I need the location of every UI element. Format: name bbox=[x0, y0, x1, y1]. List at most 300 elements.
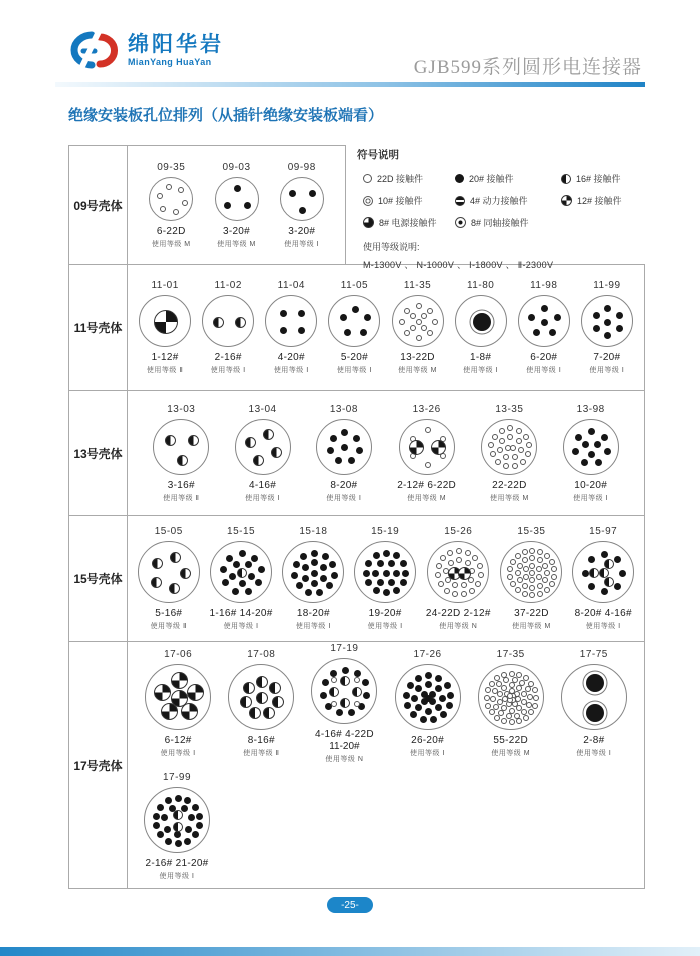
20-contact-symbol bbox=[439, 695, 446, 702]
20-contact-symbol bbox=[320, 575, 327, 582]
20-contact-symbol bbox=[601, 588, 608, 595]
connector-model: 17-99 bbox=[162, 772, 192, 783]
16-contact-symbol bbox=[235, 317, 246, 328]
16-contact-symbol bbox=[269, 682, 281, 694]
20-contact-symbol bbox=[604, 332, 611, 339]
20-contact-symbol bbox=[192, 804, 199, 811]
connector-spec: 10-20# bbox=[574, 479, 608, 491]
connector-diagram bbox=[328, 295, 380, 347]
16-contact-symbol bbox=[604, 577, 614, 587]
20-contact-symbol bbox=[192, 831, 199, 838]
22D-contact-symbol bbox=[488, 442, 494, 448]
16-contact-symbol bbox=[352, 687, 362, 697]
connector-model: 15-97 bbox=[589, 526, 618, 537]
22D-contact-symbol bbox=[537, 549, 543, 555]
20-contact-symbol bbox=[342, 667, 349, 674]
16-contact-symbol bbox=[177, 455, 188, 466]
connector-11-02 bbox=[202, 280, 254, 375]
legend-item-4 bbox=[455, 194, 561, 207]
16-contact-symbol bbox=[170, 552, 181, 563]
20-contact-symbol bbox=[425, 695, 432, 702]
legend-grade-title: 使用等级说明: bbox=[363, 242, 420, 252]
connector-grade: 使用等级 Ⅰ bbox=[526, 367, 562, 374]
legend-item-20 bbox=[455, 172, 561, 185]
connector-grade: 使用等级 Ⅰ bbox=[245, 494, 281, 502]
22D-contact-symbol bbox=[461, 582, 467, 588]
20-contact-symbol bbox=[541, 305, 548, 312]
22D-contact-symbol bbox=[515, 553, 521, 559]
20-contact-symbol bbox=[226, 555, 233, 562]
20-contact-symbol bbox=[280, 310, 287, 317]
20-contact-symbol bbox=[353, 435, 360, 442]
connector-diagram bbox=[518, 295, 570, 347]
connector-diagram bbox=[481, 419, 537, 475]
20-contact-symbol bbox=[435, 685, 442, 692]
20-contact-symbol bbox=[593, 312, 600, 319]
connector-grade: 使用等级 Ⅰ bbox=[463, 367, 499, 374]
connector-diagram bbox=[139, 295, 191, 347]
connector-spec: 8-20# bbox=[330, 479, 358, 491]
connector-grade: 使用等级 Ⅱ bbox=[150, 623, 187, 630]
legend-item-label: 22D 接触件 bbox=[377, 174, 424, 184]
connector-spec: 18-20# bbox=[296, 608, 330, 619]
connector-area bbox=[128, 265, 644, 390]
22D-contact-symbol bbox=[512, 463, 518, 469]
22D-contact-symbol bbox=[490, 696, 496, 702]
22D-contact-symbol bbox=[447, 550, 453, 556]
20-contact-symbol bbox=[614, 556, 621, 563]
20-contact-symbol bbox=[289, 190, 296, 197]
connector-model: 15-05 bbox=[154, 526, 183, 537]
22D-contact-symbol bbox=[432, 319, 438, 325]
connector-grade: 使用等级 Ⅱ bbox=[146, 367, 184, 374]
22D-contact-symbol bbox=[516, 685, 522, 691]
connector-diagram bbox=[561, 664, 627, 730]
shell-row-13 bbox=[68, 390, 645, 516]
connector-spec: 6-12# bbox=[164, 735, 192, 746]
20-contact-symbol bbox=[372, 570, 379, 577]
shell-label-09: 09号壳体 bbox=[69, 146, 128, 264]
20-contact-symbol bbox=[196, 813, 203, 820]
connector-diagram bbox=[392, 295, 444, 347]
22D-contact-symbol bbox=[497, 447, 503, 453]
connector-17-35 bbox=[478, 649, 544, 758]
footer-divider bbox=[0, 947, 700, 956]
20-contact-symbol bbox=[446, 702, 453, 709]
22D-contact-symbol bbox=[516, 438, 522, 444]
8c-legend-icon bbox=[455, 217, 466, 228]
20-contact-symbol bbox=[329, 561, 336, 568]
20-contact-symbol bbox=[239, 550, 246, 557]
connector-spec: 4-16# bbox=[249, 479, 277, 491]
connector-model: 11-02 bbox=[214, 280, 242, 291]
connector-diagram bbox=[316, 419, 372, 475]
connector-spec: 5-20# bbox=[340, 352, 368, 363]
16-contact-symbol bbox=[245, 437, 256, 448]
16-contact-symbol bbox=[340, 698, 350, 708]
22D-contact-symbol bbox=[533, 695, 539, 701]
20-contact-symbol bbox=[604, 319, 611, 326]
connector-diagram bbox=[282, 541, 344, 603]
16-contact-symbol bbox=[329, 687, 339, 697]
22D-contact-symbol bbox=[544, 587, 550, 593]
22D-contact-symbol bbox=[477, 563, 483, 569]
20-contact-symbol bbox=[330, 670, 337, 677]
connector-model: 09-35 bbox=[157, 161, 186, 173]
22D-contact-symbol bbox=[509, 719, 515, 725]
connector-spec: 1-12# bbox=[151, 352, 179, 363]
22D-contact-symbol bbox=[427, 308, 433, 314]
20-contact-symbol bbox=[157, 804, 164, 811]
connector-11-80 bbox=[455, 280, 507, 375]
connector-diagram bbox=[427, 541, 489, 603]
12-contact-symbol bbox=[187, 684, 204, 701]
22D-contact-symbol bbox=[512, 454, 518, 460]
20-contact-symbol bbox=[311, 550, 318, 557]
22D-contact-symbol bbox=[517, 563, 523, 569]
connector-model: 09-03 bbox=[222, 161, 251, 173]
connector-model: 15-26 bbox=[444, 526, 473, 537]
22D-contact-symbol bbox=[509, 708, 515, 714]
connector-diagram bbox=[478, 664, 544, 730]
connector-spec: 8-16# bbox=[247, 735, 275, 746]
20-contact-symbol bbox=[383, 589, 390, 596]
connector-spec: 37-22D bbox=[514, 608, 549, 619]
20-contact-symbol bbox=[581, 459, 588, 466]
connector-spec: 1-16# 14-20# bbox=[209, 608, 273, 619]
22D-contact-symbol bbox=[523, 566, 529, 572]
connector-model: 11-01 bbox=[151, 280, 179, 291]
20-contact-symbol bbox=[614, 583, 621, 590]
16-contact-symbol bbox=[213, 317, 224, 328]
22D-contact-symbol bbox=[525, 451, 531, 457]
20-contact-symbol bbox=[161, 814, 168, 821]
22D-contact-symbol bbox=[542, 563, 548, 569]
22D-contact-symbol bbox=[416, 319, 422, 325]
20-contact-symbol bbox=[402, 570, 409, 577]
22D-contact-symbol bbox=[549, 559, 555, 565]
20-contact-symbol bbox=[245, 588, 252, 595]
logo-english-name: MianYang HuaYan bbox=[128, 56, 212, 67]
22D-contact-symbol bbox=[506, 713, 512, 719]
connector-line-1 bbox=[128, 516, 644, 641]
22D-contact-symbol bbox=[499, 438, 505, 444]
22D-contact-symbol bbox=[544, 553, 550, 559]
20-contact-symbol bbox=[411, 695, 418, 702]
22D-contact-symbol bbox=[416, 303, 422, 309]
22D-contact-symbol bbox=[551, 566, 557, 572]
legend-grade-text: M-1300V 、 N-1000V 、 Ⅰ-1800V 、 Ⅱ-2300V bbox=[363, 260, 554, 270]
22D-contact-symbol bbox=[521, 691, 527, 697]
20-contact-symbol bbox=[336, 709, 343, 716]
22D-contact-symbol bbox=[518, 447, 524, 453]
20-contact-symbol bbox=[393, 570, 400, 577]
connector-15-19 bbox=[354, 526, 416, 631]
connector-grade: 使用等级 Ⅱ bbox=[163, 494, 200, 502]
connector-model: 15-19 bbox=[371, 526, 400, 537]
connector-diagram bbox=[215, 177, 259, 221]
22D-contact-symbol bbox=[529, 548, 535, 554]
20-contact-symbol bbox=[447, 692, 454, 699]
connector-grade: 使用等级 Ⅰ bbox=[576, 750, 612, 757]
16-contact-symbol bbox=[173, 822, 183, 832]
20-contact-symbol bbox=[327, 447, 334, 454]
connector-17-08 bbox=[228, 649, 294, 758]
connector-model: 11-04 bbox=[277, 280, 305, 291]
22D-contact-symbol bbox=[331, 677, 337, 683]
connector-diagram bbox=[563, 419, 619, 475]
4-legend-icon bbox=[455, 196, 465, 206]
22D-contact-symbol bbox=[478, 572, 484, 578]
22D-contact-symbol bbox=[456, 557, 462, 563]
20-contact-symbol bbox=[340, 314, 347, 321]
connector-model: 11-80 bbox=[466, 280, 495, 291]
connector-17-19 bbox=[311, 643, 377, 764]
22D-contact-symbol bbox=[526, 442, 532, 448]
connector-11-99 bbox=[581, 280, 633, 375]
20-contact-symbol bbox=[322, 679, 329, 686]
20-contact-symbol bbox=[305, 589, 312, 596]
12-legend-icon bbox=[561, 195, 572, 206]
connector-diagram bbox=[500, 541, 562, 603]
connector-model: 17-08 bbox=[247, 649, 276, 660]
20-contact-symbol bbox=[293, 561, 300, 568]
symbol-legend bbox=[357, 147, 645, 271]
20-contact-symbol bbox=[348, 709, 355, 716]
connector-grade: 使用等级 M bbox=[512, 623, 551, 630]
8ring-contact-symbol bbox=[586, 674, 604, 692]
legend-title: 符号说明 bbox=[357, 149, 399, 161]
connector-diagram bbox=[399, 419, 455, 475]
connector-model: 13-08 bbox=[329, 403, 358, 415]
legend-item-label: 8# 电源接触件 bbox=[379, 218, 437, 228]
22D-contact-symbol bbox=[523, 715, 529, 721]
connector-grade: 使用等级 M bbox=[407, 494, 447, 502]
22D-contact-symbol bbox=[529, 585, 535, 591]
22D-contact-symbol bbox=[461, 591, 467, 597]
22D-contact-symbol bbox=[515, 587, 521, 593]
connector-model: 13-04 bbox=[248, 403, 277, 415]
connector-diagram bbox=[455, 295, 507, 347]
connector-11-35 bbox=[392, 280, 444, 375]
20-contact-symbol bbox=[300, 553, 307, 560]
20-contact-symbol bbox=[365, 560, 372, 567]
20-contact-symbol bbox=[316, 589, 323, 596]
12-contact-symbol bbox=[154, 684, 171, 701]
22D-contact-symbol bbox=[452, 591, 458, 597]
12-contact-symbol bbox=[458, 567, 471, 580]
22D-contact-symbol bbox=[532, 703, 538, 709]
8p-legend-icon bbox=[363, 217, 374, 228]
connector-spec-2: 11-20# bbox=[329, 741, 360, 752]
22D-contact-symbol bbox=[440, 555, 446, 561]
shell-row-11 bbox=[68, 264, 645, 391]
20-contact-symbol bbox=[331, 572, 338, 579]
16-contact-symbol bbox=[188, 435, 199, 446]
20-contact-symbol bbox=[348, 457, 355, 464]
8ring-contact-symbol bbox=[473, 313, 491, 331]
20-contact-symbol bbox=[224, 202, 231, 209]
22D-legend-icon bbox=[363, 174, 372, 183]
connector-grade: 使用等级 Ⅰ bbox=[367, 623, 403, 630]
20-contact-symbol bbox=[533, 329, 540, 336]
connector-grade: 使用等级 Ⅰ bbox=[585, 623, 621, 630]
22D-contact-symbol bbox=[526, 702, 532, 708]
20-contact-symbol bbox=[239, 580, 246, 587]
22D-contact-symbol bbox=[507, 434, 513, 440]
22D-contact-symbol bbox=[516, 672, 522, 678]
22D-contact-symbol bbox=[492, 434, 498, 440]
20-contact-symbol bbox=[320, 564, 327, 571]
22D-contact-symbol bbox=[514, 713, 520, 719]
22D-contact-symbol bbox=[438, 581, 444, 587]
20-contact-symbol bbox=[601, 551, 608, 558]
20-contact-symbol bbox=[229, 573, 236, 580]
connector-grade: 使用等级 Ⅰ bbox=[160, 750, 196, 757]
20-contact-symbol bbox=[330, 435, 337, 442]
20-contact-symbol bbox=[184, 838, 191, 845]
connector-grade: 使用等级 Ⅰ bbox=[410, 750, 446, 757]
connector-diagram bbox=[280, 177, 324, 221]
22D-contact-symbol bbox=[510, 559, 516, 565]
connector-spec: 3-20# bbox=[222, 225, 251, 237]
20-contact-symbol bbox=[373, 552, 380, 559]
22D-contact-symbol bbox=[331, 701, 337, 707]
connector-spec: 2-8# bbox=[583, 735, 605, 746]
22D-contact-symbol bbox=[160, 206, 166, 212]
connector-grade: 使用等级 Ⅰ bbox=[336, 367, 372, 374]
22D-contact-symbol bbox=[421, 313, 427, 319]
20-contact-symbol bbox=[165, 838, 172, 845]
connector-09-03 bbox=[215, 162, 259, 249]
12-contact-symbol bbox=[171, 672, 188, 689]
20-contact-symbol bbox=[604, 305, 611, 312]
20-contact-symbol bbox=[601, 434, 608, 441]
20-contact-symbol bbox=[616, 312, 623, 319]
connector-line-1 bbox=[128, 391, 644, 515]
22D-contact-symbol bbox=[507, 574, 513, 580]
20-contact-symbol bbox=[232, 588, 239, 595]
20-contact-symbol bbox=[377, 579, 384, 586]
22D-contact-symbol bbox=[421, 325, 427, 331]
legend-item-label: 8# 同轴接触件 bbox=[471, 218, 529, 228]
connector-15-97 bbox=[572, 526, 634, 631]
22D-contact-symbol bbox=[529, 563, 535, 569]
connector-diagram bbox=[354, 541, 416, 603]
20-contact-symbol bbox=[393, 552, 400, 559]
connector-grade: 使用等级 Ⅰ bbox=[159, 873, 195, 880]
22D-contact-symbol bbox=[416, 335, 422, 341]
16-contact-symbol bbox=[152, 558, 163, 569]
16-contact-symbol bbox=[604, 559, 614, 569]
connector-model: 09-98 bbox=[287, 161, 316, 173]
shell-label-13: 13号壳体 bbox=[69, 391, 128, 515]
22D-contact-symbol bbox=[489, 681, 495, 687]
20-contact-symbol bbox=[435, 675, 442, 682]
22D-contact-symbol bbox=[509, 671, 515, 677]
20-contact-symbol bbox=[341, 429, 348, 436]
22D-contact-symbol bbox=[549, 581, 555, 587]
connector-17-75 bbox=[561, 649, 627, 758]
20-contact-symbol bbox=[356, 447, 363, 454]
16-contact-symbol bbox=[249, 707, 261, 719]
connector-model: 13-26 bbox=[412, 403, 441, 415]
connector-11-01 bbox=[139, 280, 191, 375]
22D-contact-symbol bbox=[472, 555, 478, 561]
connector-diagram bbox=[153, 419, 209, 475]
connector-11-05 bbox=[328, 280, 380, 375]
connector-line-1 bbox=[128, 642, 644, 765]
connector-diagram bbox=[265, 295, 317, 347]
22D-contact-symbol bbox=[510, 581, 516, 587]
16-contact-symbol bbox=[272, 696, 284, 708]
connector-diagram bbox=[228, 664, 294, 730]
20-contact-symbol bbox=[575, 434, 582, 441]
20-contact-symbol bbox=[185, 826, 192, 833]
22D-contact-symbol bbox=[503, 463, 509, 469]
connector-15-26 bbox=[426, 526, 491, 631]
20-contact-symbol bbox=[444, 682, 451, 689]
connector-model: 11-05 bbox=[340, 280, 369, 291]
connector-grade: 使用等级 M bbox=[398, 367, 437, 374]
16-contact-symbol bbox=[243, 682, 255, 694]
22D-contact-symbol bbox=[532, 687, 538, 693]
16-contact-symbol bbox=[253, 455, 264, 466]
20-contact-symbol bbox=[245, 561, 252, 568]
connector-spec: 6-20# bbox=[530, 352, 558, 363]
connector-grade: 使用等级 Ⅰ bbox=[284, 240, 320, 248]
connector-spec: 5-16# bbox=[155, 608, 183, 619]
16-contact-symbol bbox=[256, 692, 268, 704]
connector-model: 17-35 bbox=[496, 649, 525, 660]
22D-contact-symbol bbox=[501, 718, 507, 724]
connector-model: 15-35 bbox=[517, 526, 546, 537]
20-contact-symbol bbox=[363, 692, 370, 699]
connector-grade: 使用等级 Ⅰ bbox=[573, 494, 609, 502]
22D-contact-symbol bbox=[551, 574, 557, 580]
10-legend-icon bbox=[363, 196, 373, 206]
20-contact-symbol bbox=[594, 441, 601, 448]
shell-label-15: 15号壳体 bbox=[69, 516, 128, 641]
20-contact-symbol bbox=[322, 553, 329, 560]
header-divider bbox=[55, 82, 645, 87]
20-contact-symbol bbox=[354, 670, 361, 677]
20-contact-symbol bbox=[153, 822, 160, 829]
20-contact-symbol bbox=[388, 560, 395, 567]
12-contact-symbol bbox=[409, 440, 424, 455]
22D-contact-symbol bbox=[516, 428, 522, 434]
connector-13-03 bbox=[153, 404, 209, 503]
20-contact-symbol bbox=[291, 572, 298, 579]
20-legend-icon bbox=[455, 174, 464, 183]
22D-contact-symbol bbox=[354, 701, 360, 707]
20-contact-symbol bbox=[549, 329, 556, 336]
20-contact-symbol bbox=[296, 582, 303, 589]
connector-11-98 bbox=[518, 280, 570, 375]
20-contact-symbol bbox=[383, 570, 390, 577]
16-contact-symbol bbox=[180, 568, 191, 579]
connector-spec: 2-16# 21-20# bbox=[145, 858, 209, 869]
connector-17-26 bbox=[395, 649, 461, 758]
22D-contact-symbol bbox=[404, 308, 410, 314]
22D-contact-symbol bbox=[475, 581, 481, 587]
22D-contact-symbol bbox=[542, 577, 548, 583]
20-contact-symbol bbox=[311, 580, 318, 587]
connector-model: 17-26 bbox=[413, 649, 442, 660]
22D-contact-symbol bbox=[427, 330, 433, 336]
22D-contact-symbol bbox=[485, 687, 491, 693]
connector-diagram bbox=[395, 664, 461, 730]
